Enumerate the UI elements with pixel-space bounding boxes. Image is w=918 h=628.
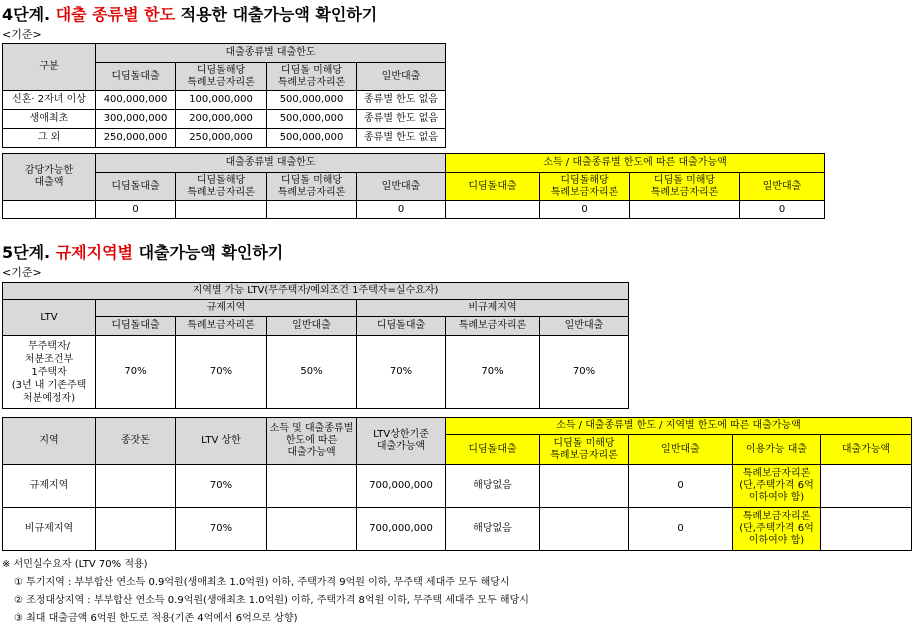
- col-group-header: 감당가능한 대출액: [3, 154, 96, 201]
- step4-title: [2, 2, 377, 25]
- cell: [3, 201, 96, 219]
- column-header: 일반대출: [357, 63, 446, 91]
- column-header: 디딤돌해당 특례보금자리론: [540, 173, 630, 201]
- table-row: [3, 508, 912, 551]
- cell: 0: [629, 508, 733, 551]
- column-header: 특례보금자리론: [176, 317, 267, 336]
- cell: [176, 201, 267, 219]
- column-header: 일반대출: [540, 317, 629, 336]
- notes: [2, 556, 529, 628]
- step4-title-highlight: 대출 종류별 한도: [55, 5, 176, 24]
- column-header: 일반대출: [629, 435, 733, 465]
- cell: [446, 201, 540, 219]
- cell: 종류별 한도 없음: [357, 110, 446, 129]
- cell: [96, 508, 176, 551]
- row-label: 무주택자/ 처분조건부 1주택자 (3년 내 기존주택 처분예정자): [3, 336, 96, 409]
- column-header: 대출가능액: [821, 435, 912, 465]
- column-header: 이용가능 대출: [733, 435, 821, 465]
- top-header: 지역별 가능 LTV(무주택자/예외조건 1주택자=실수요자): [3, 283, 629, 300]
- cell: 500,000,000: [267, 110, 357, 129]
- group-header: 비규제지역: [357, 300, 629, 317]
- cell: [267, 201, 357, 219]
- cell: 해당없음: [446, 508, 540, 551]
- cell: 100,000,000: [176, 91, 267, 110]
- cell: 250,000,000: [96, 129, 176, 148]
- cell: 50%: [267, 336, 357, 409]
- region-cell: 비규제지역: [3, 508, 96, 551]
- column-header: 디딤돌 미해당 특례보금자리론: [267, 63, 357, 91]
- cell: [540, 508, 629, 551]
- table-row: [3, 336, 629, 409]
- cell: 200,000,000: [176, 110, 267, 129]
- column-header: 디딤돌대출: [357, 317, 446, 336]
- region-loan-table: [2, 417, 912, 551]
- note-item: ③ 최대 대출금액 6억원 한도로 적용(기존 4억에서 6억으로 상향): [14, 613, 298, 624]
- cell: 70%: [357, 336, 446, 409]
- cell: 종류별 한도 없음: [357, 129, 446, 148]
- cell: 70%: [176, 508, 267, 551]
- available-loan-cell: 특례보금자리론 (단,주택가격 6억 이하여야 함): [733, 508, 821, 551]
- col-group-header: LTV: [3, 300, 96, 336]
- group-header: 규제지역: [96, 300, 357, 317]
- header-ltv-amount: LTV상한기준 대출가능액: [357, 418, 446, 465]
- cell: [96, 465, 176, 508]
- cell: [267, 465, 357, 508]
- cell: 400,000,000: [96, 91, 176, 110]
- cell: 70%: [540, 336, 629, 409]
- header-ltv: LTV 상한: [176, 418, 267, 465]
- column-header: 디딤돌대출: [96, 63, 176, 91]
- table-row: [3, 110, 446, 129]
- cell: 500,000,000: [267, 129, 357, 148]
- column-header: 일반대출: [267, 317, 357, 336]
- affordable-loan-table: [2, 153, 825, 219]
- cell: 0: [96, 201, 176, 219]
- table-row: [3, 465, 912, 508]
- cell: 500,000,000: [267, 91, 357, 110]
- column-header: 디딤돌대출: [446, 173, 540, 201]
- column-header: 일반대출: [740, 173, 825, 201]
- note-title: ※ 서민실수요자 (LTV 70% 적용): [2, 559, 148, 570]
- col-group-header: 구분: [3, 44, 96, 91]
- cell: [267, 508, 357, 551]
- yellow-group-header: 소득 / 대출종류별 한도 / 지역별 한도에 따른 대출가능액: [446, 418, 912, 435]
- step5-title-prefix: 5단계.: [2, 243, 51, 262]
- step5-criteria: <기준>: [2, 266, 42, 279]
- row-label: 그 외: [3, 129, 96, 148]
- cell: [540, 465, 629, 508]
- yellow-group-header: 소득 / 대출종류별 한도에 따른 대출가능액: [446, 154, 825, 173]
- cell: 해당없음: [446, 465, 540, 508]
- cell: [821, 508, 912, 551]
- cell: 70%: [96, 336, 176, 409]
- cell: [630, 201, 740, 219]
- header-seed: 종잣돈: [96, 418, 176, 465]
- cell: 0: [629, 465, 733, 508]
- cell: 70%: [176, 336, 267, 409]
- column-header: 디딤돌해당 특례보금자리론: [176, 173, 267, 201]
- group-header: 대출종류별 대출한도: [96, 44, 446, 63]
- available-loan-cell: 특례보금자리론 (단,주택가격 6억 이하여야 함): [733, 465, 821, 508]
- column-header: 디딤돌 미해당 특례보금자리론: [630, 173, 740, 201]
- cell: 0: [540, 201, 630, 219]
- cell: 0: [357, 201, 446, 219]
- cell: 종류별 한도 없음: [357, 91, 446, 110]
- cell: 700,000,000: [357, 465, 446, 508]
- step4-title-prefix: 4단계.: [2, 5, 51, 24]
- header-income-limit: 소득 및 대출종류별 한도에 따른 대출가능액: [267, 418, 357, 465]
- column-header: 디딤돌해당 특례보금자리론: [176, 63, 267, 91]
- table-row: [3, 91, 446, 110]
- column-header: 디딤돌대출: [96, 173, 176, 201]
- column-header: 디딤돌대출: [446, 435, 540, 465]
- cell: 70%: [176, 465, 267, 508]
- column-header: 일반대출: [357, 173, 446, 201]
- note-item: ① 투기지역 : 부부합산 연소득 0.9억원(생애최초 1.0억원) 이하, 주택가격 9억원 이하, 무주택 세대주 모두 해당시: [14, 577, 510, 588]
- step5-title: [2, 240, 283, 263]
- cell: 70%: [446, 336, 540, 409]
- column-header: 특례보금자리론: [446, 317, 540, 336]
- column-header: 디딤돌대출: [96, 317, 176, 336]
- ltv-table: [2, 282, 629, 409]
- column-header: 디딤돌 미해당 특례보금자리론: [540, 435, 629, 465]
- step5-title-highlight: 규제지역별: [55, 243, 133, 262]
- step4-title-suffix: 적용한 대출가능액 확인하기: [180, 5, 378, 24]
- table-row: [3, 201, 825, 219]
- cell: 300,000,000: [96, 110, 176, 129]
- row-label: 신혼· 2자녀 이상: [3, 91, 96, 110]
- cell: 250,000,000: [176, 129, 267, 148]
- cell: 700,000,000: [357, 508, 446, 551]
- cell: 0: [740, 201, 825, 219]
- header-region: 지역: [3, 418, 96, 465]
- group-header: 대출종류별 대출한도: [96, 154, 446, 173]
- loan-limit-table: [2, 43, 446, 148]
- step4-criteria: <기준>: [2, 28, 42, 41]
- region-cell: 규제지역: [3, 465, 96, 508]
- column-header: 디딤돌 미해당 특례보금자리론: [267, 173, 357, 201]
- step5-title-suffix: 대출가능액 확인하기: [138, 243, 284, 262]
- row-label: 생애최초: [3, 110, 96, 129]
- cell: [821, 465, 912, 508]
- note-item: ② 조정대상지역 : 부부합산 연소득 0.9억원(생애최초 1.0억원) 이하, 주택가격 8억원 이하, 무주택 세대주 모두 해당시: [14, 595, 529, 606]
- table-row: [3, 129, 446, 148]
